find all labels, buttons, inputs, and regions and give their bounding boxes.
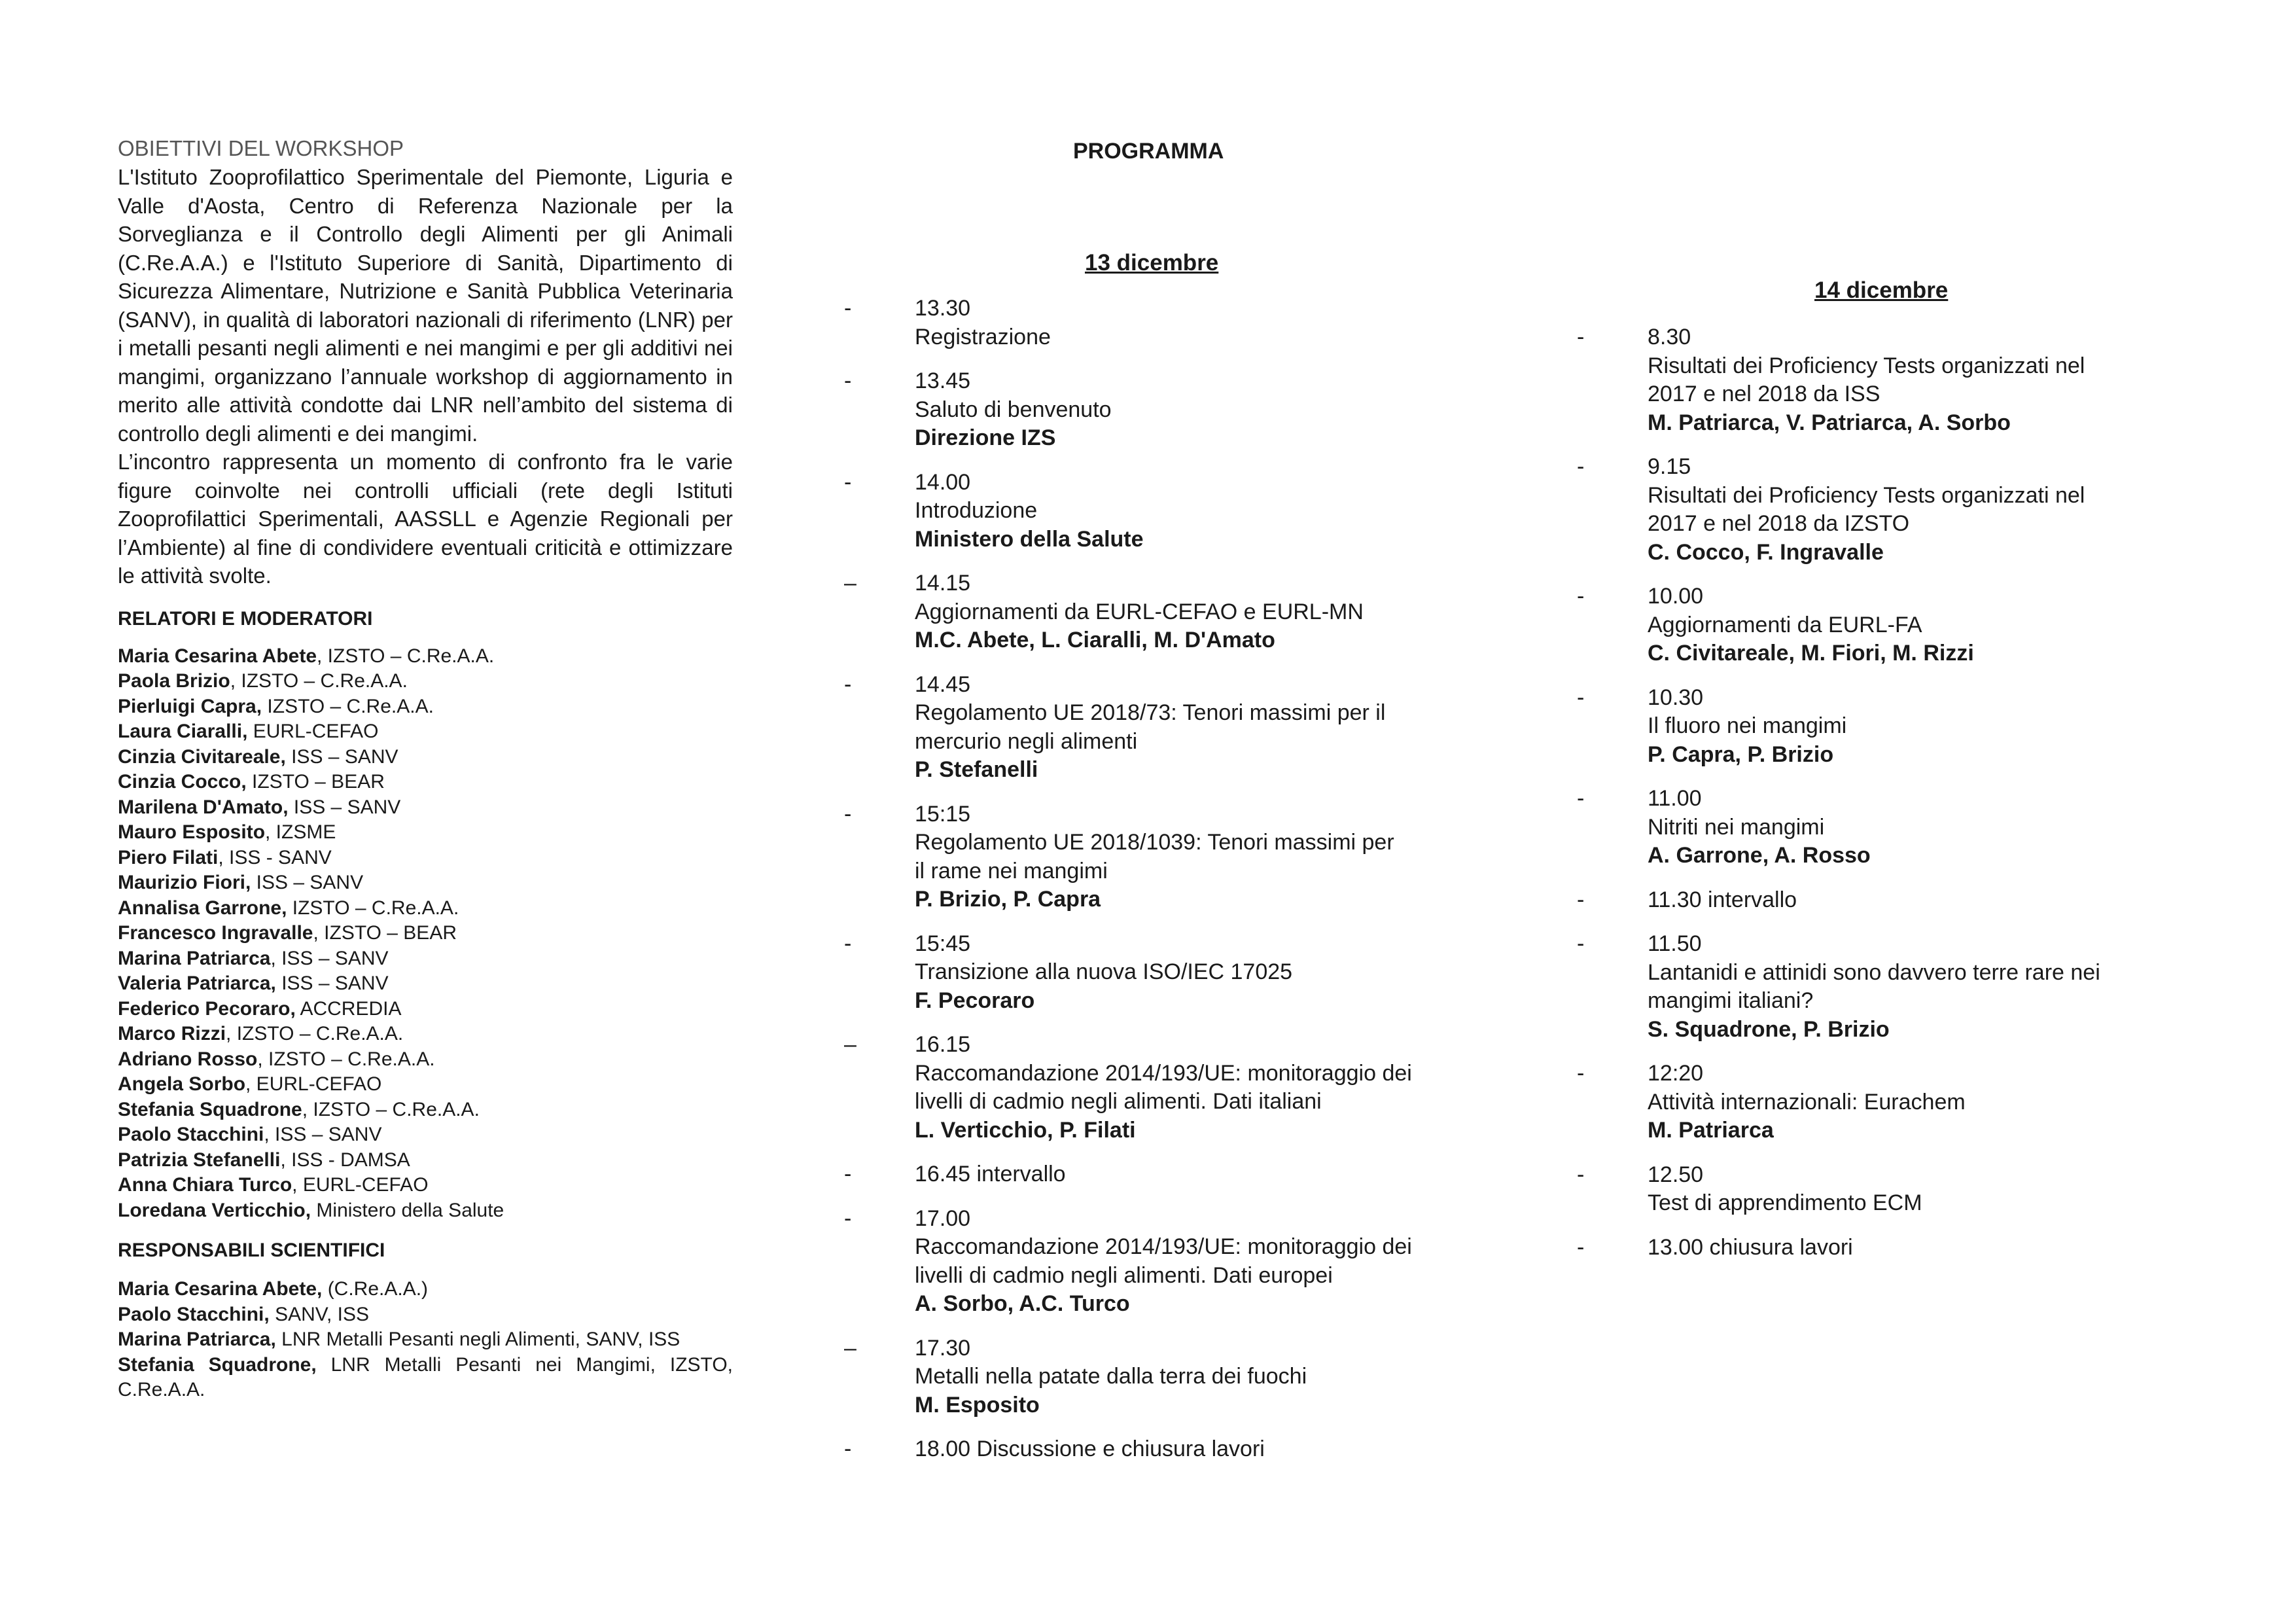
speaker-name: Angela Sorbo [118,1073,246,1095]
session-title: Registrazione [915,324,1051,349]
speaker-entry [118,820,733,846]
session-speakers: P. Stefanelli [915,757,1038,782]
speaker-affiliation: , EURL-CEFAO [245,1073,382,1095]
session-speakers: C. Civitareale, M. Fiori, M. Rizzi [1648,641,1974,666]
session-time: 12:20 [1648,1061,1704,1086]
session-time: 13.30 [915,296,971,321]
schedule-14-dicembre [1577,323,2205,1277]
responsible-name: Paolo Stacchini, [118,1303,270,1325]
speaker-affiliation: ISS – SANV [285,745,398,768]
responsible-entry [118,1277,733,1302]
bullet-dash: - [844,1436,852,1461]
objectives-paragraph-1: L'Istituto Zooprofilattico Sperimentale del Piemonte, Liguria e Valle d'Aosta, Centro di Referenza Nazionale per la Sorveglianza e il Controllo degli Alimenti per gli Animali (C.Re.A.A.) e l'Istituto Superiore di Sanità, Dipartimento di Sicurezza Alimentare, Nutrizione e Sanità Pubblica Veterinaria (SANV), in qualità di laboratori nazionali di riferimento (LNR) per i metalli pesanti negli alimenti e nei mangimi e per gli additivi nei mangimi, organizzano l’annuale workshop di aggiornamento in merito alle attività condotte dai LNR nell’ambito del sistema di controllo degli alimenti e dei mangimi. [118,165,733,446]
session-speakers: A. Garrone, A. Rosso [1648,843,1871,868]
responsible-name: Maria Cesarina Abete, [118,1278,323,1300]
session-time: 15:15 [915,801,971,827]
session-time: 15:45 [915,931,971,956]
schedule-item [844,367,1472,453]
speaker-affiliation: , IZSTO – C.Re.A.A. [230,670,408,692]
session-speakers: L. Verticchio, P. Filati [915,1117,1136,1143]
session-title: mangimi italiani? [1648,988,1814,1013]
speaker-name: Maria Cesarina Abete [118,645,317,667]
session-title: livelli di cadmio negli alimenti. Dati europei [915,1262,1333,1288]
session-speakers: A. Sorbo, A.C. Turco [915,1291,1130,1316]
speaker-affiliation: , ISS - DAMSA [280,1149,410,1171]
speaker-affiliation: , IZSTO – BEAR [313,922,457,944]
session-speakers: Ministero della Salute [915,526,1144,552]
speaker-entry [118,846,733,871]
speaker-affiliation: ISS – SANV [251,872,364,893]
speaker-entry [118,870,733,896]
speaker-name: Federico Pecoraro, [118,997,296,1020]
responsible-name: Marina Patriarca, [118,1329,276,1350]
bullet-dash: - [844,671,852,697]
schedule-13-dicembre [844,294,1472,1480]
schedule-item [1577,453,2205,567]
speaker-affiliation: , IZSTO – C.Re.A.A. [317,645,495,667]
speaker-entry [118,1022,733,1047]
objectives-paragraph-2: L’incontro rappresenta un momento di confronto fra le varie figure coinvolte nei controlli ufficiali (rete degli Istituti Zooprofilattici Sperimentali, AASSLL e Agenzie Regionali per l’Ambiente) al fine di condividere eventuali criticità e ottimizzare le attività svolte. [118,450,733,588]
speaker-affiliation: IZSTO – BEAR [246,771,385,793]
speaker-entry [118,745,733,770]
bullet-dash: - [844,469,852,495]
speaker-affiliation: ISS – SANV [275,972,389,994]
schedule-item [844,1334,1472,1420]
schedule-item [1577,684,2205,770]
responsible-affiliation: LNR Metalli Pesanti nei Mangimi, IZSTO, C.Re.A.A. [118,1353,733,1400]
session-title: Regolamento UE 2018/1039: Tenori massimi per [915,830,1394,855]
bullet-dash: - [1577,1162,1585,1187]
bullet-dash: – [844,571,857,596]
schedule-item [1577,930,2205,1044]
bullet-dash: - [1577,685,1585,710]
schedule-item [844,1160,1472,1189]
session-title: Saluto di benvenuto [915,397,1112,422]
session-title: Transizione alla nuova ISO/IEC 17025 [915,959,1293,984]
speaker-entry [118,1097,733,1123]
bullet-dash: - [844,296,852,321]
session-time: 13.00 chiusura lavori [1648,1234,1853,1260]
session-title: Nitriti nei mangimi [1648,814,1825,840]
speaker-entry [118,1173,733,1198]
schedule-item [844,1031,1472,1145]
speaker-name: Piero Filati [118,846,219,868]
speakers-list [118,644,733,1224]
session-title: Aggiornamenti da EURL-CEFAO e EURL-MN [915,599,1364,624]
session-time: 10.30 [1648,685,1704,710]
schedule-item [844,1435,1472,1464]
schedule-item [844,469,1472,554]
schedule-item [1577,1234,2205,1262]
schedule-item [844,569,1472,655]
schedule-item [1577,785,2205,870]
session-speakers: M. Patriarca, V. Patriarca, A. Sorbo [1648,410,2011,435]
speaker-entry [118,1198,733,1224]
speaker-affiliation: , ISS – SANV [270,947,389,969]
bullet-dash: – [844,1032,857,1057]
session-time: 14.15 [915,571,971,596]
schedule-item [844,800,1472,914]
session-title: il rame nei mangimi [915,858,1108,883]
speaker-entry [118,896,733,921]
speaker-name: Marina Patriarca [118,947,271,969]
responsible-entry [118,1302,733,1328]
speaker-affiliation: Ministero della Salute [311,1199,504,1221]
responsible-affiliation: LNR Metalli Pesanti negli Alimenti, SANV, ISS [275,1329,680,1350]
session-speakers: P. Capra, P. Brizio [1648,741,1834,767]
bullet-dash: - [844,1162,852,1186]
session-time: 16.45 intervallo [915,1162,1066,1186]
session-title: Raccomandazione 2014/193/UE: monitoraggio dei [915,1234,1412,1259]
session-title: 2017 e nel 2018 da IZSTO [1648,511,1910,536]
speaker-entry [118,1072,733,1097]
schedule-item [844,294,1472,351]
speaker-affiliation: ACCREDIA [295,997,402,1020]
session-title: mercurio negli alimenti [915,728,1138,754]
speaker-name: Loredana Verticchio, [118,1199,311,1221]
session-title: 2017 e nel 2018 da ISS [1648,382,1881,406]
speaker-name: Annalisa Garrone, [118,897,287,919]
session-title: Test di apprendimento ECM [1648,1190,1922,1215]
speaker-affiliation: ISS – SANV [288,796,401,818]
session-speakers: Direzione IZS [915,425,1056,450]
session-title: Risultati dei Proficiency Tests organizzati nel [1648,353,2085,378]
speaker-affiliation: , IZSME [265,821,336,843]
session-time: 11.30 intervallo [1648,887,1797,912]
speaker-name: Marilena D'Amato, [118,796,289,818]
session-time: 8.30 [1648,325,1691,349]
responsibles-list [118,1277,733,1403]
session-title: Risultati dei Proficiency Tests organizzati nel [1648,482,2085,508]
speaker-name: Paola Brizio [118,670,230,692]
bullet-dash: - [1577,325,1585,349]
responsible-name: Stefania Squadrone, [118,1353,317,1376]
speaker-name: Laura Ciaralli, [118,721,248,742]
speaker-name: Patrizia Stefanelli [118,1149,281,1171]
speaker-entry [118,719,733,745]
schedule-item [1577,582,2205,668]
speaker-name: Stefania Squadrone [118,1098,302,1120]
speaker-entry [118,921,733,946]
session-time: 18.00 Discussione e chiusura lavori [915,1436,1265,1461]
session-time: 14.45 [915,671,971,697]
speaker-entry [118,669,733,694]
session-time: 12.50 [1648,1162,1704,1187]
session-title: Metalli nella patate dalla terra dei fuochi [915,1364,1307,1389]
day-heading-14-dicembre: 14 dicembre [1814,277,1949,303]
speaker-entry [118,1148,733,1173]
session-title: Lantanidi e attinidi sono davvero terre rare nei [1648,959,2100,985]
responsible-affiliation: (C.Re.A.A.) [322,1278,429,1300]
bullet-dash: - [844,801,852,827]
session-time: 13.45 [915,368,971,393]
schedule-item [844,1205,1472,1319]
schedule-item [1577,323,2205,437]
bullet-dash: - [844,931,852,956]
session-time: 10.00 [1648,584,1704,609]
session-time: 17.00 [915,1205,971,1231]
speaker-name: Maurizio Fiori, [118,872,251,893]
speaker-name: Adriano Rosso [118,1048,258,1070]
speaker-entry [118,1122,733,1148]
speaker-affiliation: , EURL-CEFAO [292,1174,429,1196]
session-time: 16.15 [915,1032,971,1057]
responsible-affiliation: SANV, ISS [269,1303,370,1325]
speaker-affiliation: IZSTO – C.Re.A.A. [287,897,459,919]
speaker-affiliation: EURL-CEFAO [247,721,379,742]
session-time: 14.00 [915,469,971,495]
speaker-entry [118,795,733,821]
speaker-name: Anna Chiara Turco [118,1174,292,1196]
program-title: PROGRAMMA [1073,139,1224,164]
speaker-entry [118,1047,733,1073]
speaker-name: Cinzia Civitareale, [118,745,286,768]
bullet-dash: - [1577,931,1585,956]
speaker-name: Cinzia Cocco, [118,771,247,793]
schedule-item [844,930,1472,1016]
speaker-name: Pierluigi Capra, [118,695,262,717]
schedule-item [1577,1161,2205,1218]
speaker-name: Valeria Patriarca, [118,972,276,994]
session-title: Attività internazionali: Eurachem [1648,1089,1966,1115]
bullet-dash: - [1577,1061,1585,1086]
bullet-dash: - [1577,584,1585,609]
speaker-entry [118,946,733,972]
session-speakers: P. Brizio, P. Capra [915,887,1101,912]
speaker-affiliation: IZSTO – C.Re.A.A. [262,695,434,717]
speaker-affiliation: , IZSTO – C.Re.A.A. [257,1048,435,1070]
objectives-heading: OBIETTIVI DEL WORKSHOP [118,136,404,160]
session-title: Raccomandazione 2014/193/UE: monitoraggio dei [915,1060,1412,1086]
left-column [118,134,733,1403]
speaker-name: Francesco Ingravalle [118,922,313,944]
session-speakers: M. Esposito [915,1392,1040,1418]
schedule-item [1577,1060,2205,1145]
bullet-dash: - [1577,887,1585,912]
session-title: Aggiornamenti da EURL-FA [1648,612,1922,637]
schedule-item [844,671,1472,785]
session-speakers: F. Pecoraro [915,988,1035,1013]
speaker-entry [118,971,733,997]
session-title: Introduzione [915,498,1038,523]
session-time: 9.15 [1648,454,1691,479]
session-time: 17.30 [915,1335,971,1361]
speaker-affiliation: , ISS – SANV [264,1124,382,1145]
speaker-affiliation: , IZSTO – C.Re.A.A. [226,1023,404,1044]
session-time: 11.50 [1648,931,1702,956]
session-speakers: C. Cocco, F. Ingravalle [1648,539,1884,565]
bullet-dash: - [1577,454,1585,479]
bullet-dash: - [844,1205,852,1231]
responsible-entry [118,1327,733,1353]
session-speakers: S. Squadrone, P. Brizio [1648,1016,1890,1042]
speaker-entry [118,770,733,795]
speaker-entry [118,997,733,1022]
speaker-entry [118,694,733,720]
session-time: 11.00 [1648,786,1702,811]
session-title: livelli di cadmio negli alimenti. Dati italiani [915,1089,1322,1114]
speaker-name: Mauro Esposito [118,821,266,843]
speaker-affiliation: , ISS - SANV [218,846,332,868]
responsibles-heading: RESPONSABILI SCIENTIFICI [118,1240,385,1261]
responsible-entry [118,1353,733,1403]
speaker-name: Paolo Stacchini [118,1124,264,1145]
bullet-dash: - [1577,786,1585,811]
day-heading-13-dicembre: 13 dicembre [1085,250,1219,276]
session-speakers: M. Patriarca [1648,1118,1774,1143]
session-title: Regolamento UE 2018/73: Tenori massimi per il [915,700,1386,725]
bullet-dash: - [1577,1234,1585,1260]
speakers-heading: RELATORI E MODERATORI [118,607,373,630]
session-speakers: M.C. Abete, L. Ciaralli, M. D'Amato [915,628,1275,652]
speaker-name: Marco Rizzi [118,1023,226,1044]
speaker-entry [118,644,733,669]
bullet-dash: – [844,1335,857,1361]
speaker-affiliation: , IZSTO – C.Re.A.A. [302,1098,480,1120]
bullet-dash: - [844,368,852,393]
schedule-item [1577,886,2205,915]
session-title: Il fluoro nei mangimi [1648,713,1847,738]
